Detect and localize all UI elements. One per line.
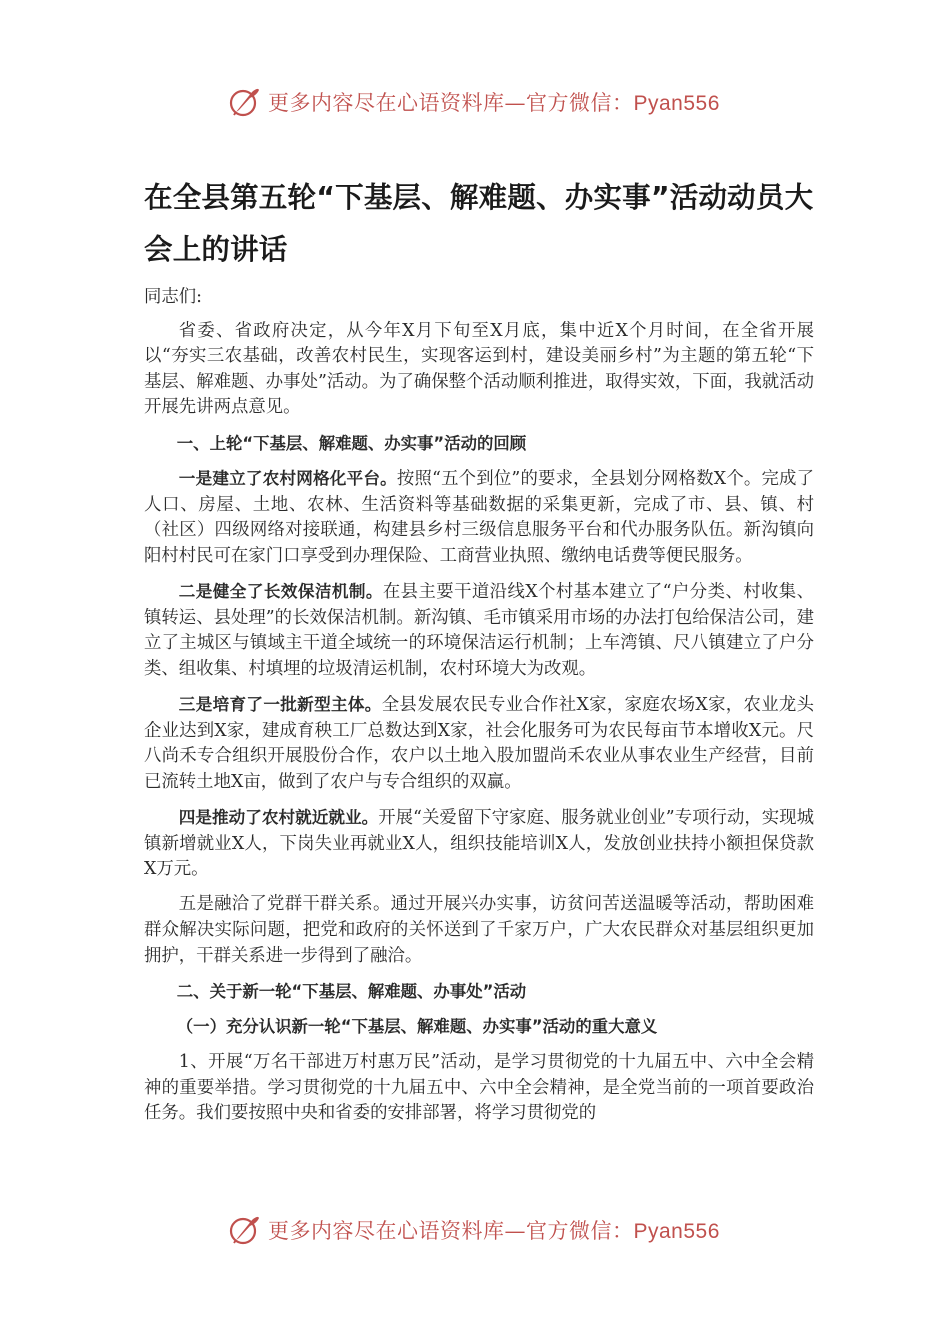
section-1-item-5 (144, 892, 814, 969)
item-lead: 三是培育了一批新型主体。 (178, 695, 382, 715)
greeting: 同志们: (144, 287, 203, 307)
watermark-text: 更多内容尽在心语资料库—官方微信：Pyan556 (268, 91, 720, 115)
item-text: 五是融洽了党群干群关系。通过开展兴办实事，访贫问苦送温暖等活动，帮助困难群众解决实际问题，把党和政府的关怀送到了千家万户，广大农民群众对基层组织更加拥护，干群关系进一步得到了融洽。 (144, 894, 814, 966)
item-text: 全县发展农民专业合作社X家，家庭农场X家，农业龙头企业达到X家，建成育秧工厂总数达到X家，社会化服务可为农民每亩节本增收X元。尺八尚禾专合组织开展股份合作，农户以土地入股加盟尚禾农业从事农业生产经营，目前已流转土地X亩，做到了农户与专合组织的双赢。 (144, 695, 815, 792)
section-1-item-1 (144, 466, 814, 569)
quill-pen-logo-icon (228, 1213, 262, 1247)
item-text: 按照“五个到位”的要求，全县划分网格数X个。完成了人口、房屋、土地、农林、生活资料等基础数据的采集更新，完成了市、县、镇、村（社区）四级网络对接联通，构建县乡村三级信息服务平台和代办服务队伍。新沟镇向阳村村民可在家门口享受到办理保险、工商营业执照、缴纳电话费等便民服务。 (144, 469, 815, 566)
item-lead: 一是建立了农村网格化平台。 (178, 469, 397, 489)
section-1-item-4 (144, 805, 814, 883)
item-lead: 四是推动了农村就近就业。 (178, 808, 379, 828)
document-title: 在全县第五轮“下基层、解难题、办实事”活动动员大会上的讲话 (144, 181, 814, 266)
section-2-paragraph-1: 1、开展“万名干部进万村惠万民”活动，是学习贯彻党的十九届五中、六中全会精神的重要举措。学习贯彻党的十九届五中、六中全会精神，是全党当前的一项首要政治任务。我们要按照中央和省委的安排部署，将学习贯彻党的 (144, 1052, 814, 1124)
intro-paragraph: 省委、省政府决定，从今年X月下旬至X月底，集中近X个月时间，在全省开展以“夯实三农基础，改善农村民生，实现客运到村，建设美丽乡村”为主题的第五轮“下基层、解难题、办事处”活动。为了确保整个活动顺利推进，取得实效，下面，我就活动开展先讲两点意见。 (144, 320, 814, 418)
watermark-wechat-id: Pyan556 (633, 92, 720, 115)
section-1-item-2 (144, 579, 814, 682)
section-1-heading: 一、上轮“下基层、解难题、办实事”活动的回顾 (176, 433, 527, 453)
watermark-wechat-id: Pyan556 (633, 1220, 720, 1243)
watermark-text: 更多内容尽在心语资料库—官方微信：Pyan556 (268, 1219, 720, 1243)
quill-pen-logo-icon (228, 85, 262, 119)
watermark-banner-top (228, 82, 748, 122)
section-2-subheading-1: （一）充分认识新一轮“下基层、解难题、办实事”活动的重大意义 (176, 1017, 658, 1037)
item-text: 开展“关爱留下守家庭、服务就业创业”专项行动，实现城镇新增就业X人，下岗失业再就业X人，组织技能培训X人，发放创业扶持小额担保贷款X万元。 (144, 808, 814, 880)
section-2-heading: 二、关于新一轮“下基层、解难题、办事处”活动 (176, 981, 527, 1001)
document-body (144, 285, 814, 1136)
section-1-item-3 (144, 692, 814, 795)
item-lead: 二是健全了长效保洁机制。 (178, 582, 383, 602)
watermark-banner-bottom (228, 1210, 748, 1250)
item-text: 在县主要干道沿线X个村基本建立了“户分类、村收集、镇转运、县处理”的长效保洁机制。新沟镇、毛市镇采用市场的办法打包给保洁公司，建立了主城区与镇域主干道全域统一的环境保洁运行机制；上车湾镇、尺八镇建立了户分类、组收集、村填埋的垃圾清运机制，农村环境大为改观。 (144, 582, 814, 679)
